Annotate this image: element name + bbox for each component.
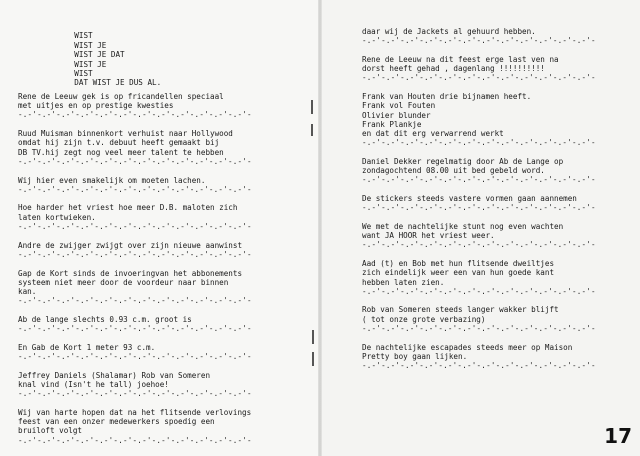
text-line: We met de nachtelijke stunt nog even wachten [362,221,564,231]
text-line: Pretty boy gaan lijken. [362,351,468,361]
text-line: Aad (t) en Bob met hun flitsende dweiltjes [362,259,555,269]
text-line: De nachtelijke escapades steeds meer op Maison [362,342,573,352]
separator-line: -.-'-.-'-.-'-.-'-.-'-.-'-.-'-.-'-.-'-.-'-.-'-.-'- [18,352,252,362]
poem-line: DAT WIST JE DUS AL. [74,78,162,88]
text-line: Frank Plankje [362,119,422,129]
text-line: knal vind (Isn't he tall) joehoe! [18,380,169,390]
separator-line: -.-'-.-'-.-'-.-'-.-'-.-'-.-'-.-'-.-'-.-'-.-'-.-'- [362,240,596,250]
text-line: zich eindelijk weer een van hun goede kant [362,268,555,278]
poem-line: WIST JE DAT [74,50,125,60]
text-line: Andre de zwijger zwijgt over zijn nieuwe aanwinst [18,240,243,250]
text-line: ( tot onze grote verbazing) [362,314,486,324]
margin-mark [312,352,314,366]
separator-line: -.-'-.-'-.-'-.-'-.-'-.-'-.-'-.-'-.-'-.-'-.-'-.-'- [18,156,252,166]
text-line: Rene de Leeuw na dit feest erge last ven na [362,54,559,64]
margin-mark [311,100,313,114]
text-line: Hoe harder het vriest hoe meer D.B. maloten zich [18,203,238,213]
text-line: laten kortwieken. [18,212,96,222]
text-line: bruiloft volgt [18,426,83,436]
text-line: Ruud Muisman binnenkort verhuist naar Hollywood [18,129,233,139]
text-line: Frank van Houten drie bijnamen heeft. [362,92,532,102]
separator-line: -.-'-.-'-.-'-.-'-.-'-.-'-.-'-.-'-.-'-.-'-.-'-.-'- [362,361,596,370]
separator-line: -.-'-.-'-.-'-.-'-.-'-.-'-.-'-.-'-.-'-.-'-.-'-.-'- [18,389,252,399]
text-line: hebben laten zien. [362,277,445,287]
poem-line: WIST [74,31,93,41]
poem-line: WIST JE [74,40,107,50]
separator-line: -.-'-.-'-.-'-.-'-.-'-.-'-.-'-.-'-.-'-.-'-.-'-.-'- [18,249,252,259]
text-line: dorst heeft gehad , dagenlang !!!!!!!!!! [362,64,545,74]
poem-line: WIST [74,69,93,79]
separator-line: -.-'-.-'-.-'-.-'-.-'-.-'-.-'-.-'-.-'-.-'-.-'-.-'- [362,36,596,46]
text-line: Rob van Someren steeds langer wakker blijft [362,305,559,315]
separator-line: -.-'-.-'-.-'-.-'-.-'-.-'-.-'-.-'-.-'-.-'-.-'-.-'- [362,203,596,213]
text-line: En Gab de Kort 1 meter 93 c.m. [18,342,156,352]
text-line: Ab de lange slechts 0.93 c.m. groot is [18,314,192,324]
text-line: Rene de Leeuw gek is op fricandellen speciaal [18,92,224,101]
text-line: daar wij de Jackets al gehuurd hebben. [362,27,536,36]
text-line: Wij hier even smakelijk om moeten lachen. [18,175,206,185]
separator-line: -.-'-.-'-.-'-.-'-.-'-.-'-.-'-.-'-.-'-.-'-.-'-.-'- [18,324,252,334]
text-line: Wij van harte hopen dat na het flitsende verlovings [18,408,252,418]
text-line: Daniel Dekker regelmatig door Ab de Lange op [362,156,564,166]
separator-line: -.-'-.-'-.-'-.-'-.-'-.-'-.-'-.-'-.-'-.-'-.-'-.-'- [18,184,252,194]
separator-line: -.-'-.-'-.-'-.-'-.-'-.-'-.-'-.-'-.-'-.-'-.-'-.-'- [18,221,252,231]
page-gutter [318,0,322,456]
right-column [362,0,596,380]
text-line: Gap de Kort sinds de invoeringvan het abbonements [18,268,243,278]
text-line: zondagochtend 08.00 uit bed gebeld word. [362,166,545,176]
left-column [18,0,252,454]
text-line: Olivier blunder [362,110,431,120]
separator-line: -.-'-.-'-.-'-.-'-.-'-.-'-.-'-.-'-.-'-.-'-.-'-.-'- [18,435,252,445]
margin-mark [312,330,314,344]
separator-line: -.-'-.-'-.-'-.-'-.-'-.-'-.-'-.-'-.-'-.-'-.-'-.-'- [362,323,596,333]
text-line: Jeffrey Daniels (Shalamar) Rob van Someren [18,370,211,380]
poem-line: WIST JE [74,59,107,69]
text-line: DB TV.hij zegt nog veel meer talent te hebben [18,147,224,157]
text-line: kan. [18,286,37,296]
text-line: De stickers steeds vastere vormen gaan aannemen [362,194,577,203]
text-line: Frank vol Fouten [362,101,436,111]
separator-line: -.-'-.-'-.-'-.-'-.-'-.-'-.-'-.-'-.-'-.-'-.-'-.-'- [362,73,596,83]
text-line: en dat dit erg verwarrend werkt [362,128,504,138]
separator-line: -.-'-.-'-.-'-.-'-.-'-.-'-.-'-.-'-.-'-.-'-.-'-.-'- [362,175,596,185]
separator-line: -.-'-.-'-.-'-.-'-.-'-.-'-.-'-.-'-.-'-.-'-.-'-.-'- [362,286,596,296]
margin-mark [311,124,313,136]
text-line: feest van een onzer medewerkers spoedig een [18,417,215,427]
page-number: 17 [604,424,632,448]
separator-line: -.-'-.-'-.-'-.-'-.-'-.-'-.-'-.-'-.-'-.-'-.-'-.-'- [362,138,596,148]
text-line: omdat hij zijn t.v. debuut heeft gemaakt bij [18,138,220,148]
separator-line: -.-'-.-'-.-'-.-'-.-'-.-'-.-'-.-'-.-'-.-'-.-'-.-'- [18,296,252,306]
text-line: met uitjes en op prestige kwesties [18,101,174,111]
text-line: systeem niet meer door de voordeur naar binnen [18,277,229,287]
text-line: want JA HOOR het vriest weer. [362,231,495,241]
separator-line: -.-'-.-'-.-'-.-'-.-'-.-'-.-'-.-'-.-'-.-'-.-'-.-'- [18,110,252,120]
